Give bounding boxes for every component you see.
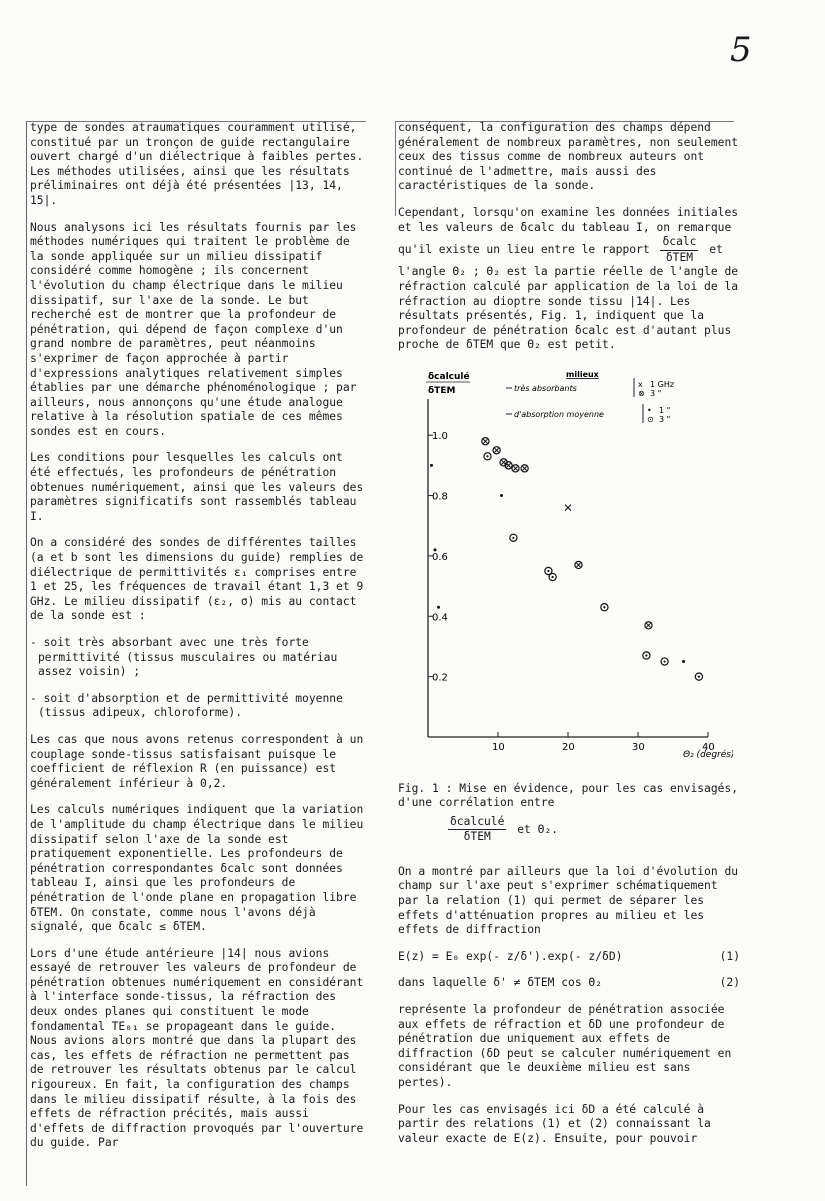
- equation-1: [398, 950, 740, 965]
- marker-cross: [577, 563, 581, 567]
- data-point-circle-x: [521, 465, 528, 472]
- y-tick-label: 0.8: [432, 491, 448, 503]
- data-point-x: [565, 505, 571, 511]
- paragraph: On a montré par ailleurs que la loi d'évolution du champ sur l'axe peut s'exprimer schématiquement par la relation (1) qui permet de séparer les effets d'atténuation propres au milieu et les effets de diffraction: [398, 864, 739, 937]
- marker-center: [512, 537, 514, 539]
- equation-2: [398, 976, 740, 991]
- paragraph-text: Cependant, lorsqu'on examine les données initiales et les valeurs de δcalc du tableau I, on remarque qu'il existe un lieu entre le rapport: [398, 205, 739, 257]
- data-point-dot: [434, 548, 437, 551]
- paragraph: type de sondes atraumatiques couramment utilisé, constitué par un tronçon de guide rectangulaire ouvert chargé d'un diélectrique à faibles pertes. Les méthodes utilisées, ainsi que les résultats préliminaires ont déjà été présentées |13, 14, 15|.: [30, 121, 364, 207]
- paragraph: représente la profondeur de pénétration associée aux effets de réfraction et δD une profondeur de pénétration due uniquement aux effets de diffraction (δD peut se calculer numériquement en considérant que le deuxième milieu est sans pertes).: [398, 1003, 732, 1089]
- chart-marks: [430, 438, 703, 681]
- paragraph: conséquent, la configuration des champs dépend généralement de nombreux paramètres, non seulement ceux des tissus comme de nombreux auteurs ont continué de l'admettre, mais aussi des caractéristiques de la sonde.: [398, 121, 739, 193]
- paragraph: Lors d'une étude antérieure |14| nous avions essayé de retrouver les valeurs de profondeur de pénétration obtenues numériquement en considérant à l'interface sonde-tissus, la réfraction des deux ondes planes qui constituent le mode fondamental TE₀₁ se propageant dans le guide. Nous avions alors montré que dans la plupart des cas, les effets de réfraction ne permettent pas de retrouver les résultats obtenus par le calcul rigoureux. En fait, la configuration des champs dans le milieu dissipatif résulte, à la fois des effets de réfraction précités, mais aussi d'effets de diffraction provoqués par l'ouverture du guide. Par: [30, 946, 364, 1150]
- legend-title: milieux: [566, 369, 599, 379]
- marker-cross: [523, 466, 527, 470]
- paragraph: Nous analysons ici les résultats fournis par les méthodes numériques qui traitent le problème de la sonde appliquée sur un milieu dissipatif considéré comme homogène ; ils concernent l'évolution du champ électrique dans le milieu dissipatif, sur l'axe de la sonde. Le but recherché est de montrer que la profondeur de pénétration, qui dépend de façon complexe d'un grand nombre de paramètres, peut néanmoins s'exprimer de façon approchée à partir d'expressions analytiques relativement simples établies par une démarche phénoménologique ; par ailleurs, nous annonçons qu'une étude analogue relative à la résolution spatiale de ces mêmes sondes est en cours.: [30, 220, 357, 438]
- legend-marker: ⊙: [647, 414, 654, 424]
- x-tick-label: 40: [702, 741, 715, 753]
- data-point-circle-x: [512, 465, 519, 472]
- x-axis-label: Θ₂ (degrés): [683, 749, 733, 760]
- marker-cross: [647, 623, 651, 627]
- equation-2-number: (2): [719, 976, 740, 990]
- data-point-dot: [500, 494, 503, 497]
- data-point-circle-dot: [695, 673, 702, 680]
- marker-center: [552, 576, 554, 578]
- data-point-circle-x: [575, 561, 582, 568]
- y-tick-label: 0.6: [432, 551, 448, 563]
- x-tick-label: 10: [492, 741, 505, 753]
- paragraph: [398, 206, 740, 353]
- y-tick-label: 0.4: [432, 612, 448, 624]
- legend-marker: •: [647, 405, 652, 415]
- paragraph: Pour les cas envisagés ici δD a été calculé à partir des relations (1) et (2) connaissant la valeur exacte de E(z). Ensuite, pour pouvoir: [398, 1102, 711, 1145]
- legend-frequency: 3 ": [650, 388, 662, 398]
- paragraph: On a considéré des sondes de différentes tailles (a et b sont les dimensions du guide) remplies de diélectrique de permittivités ε₁ comprises entre 1 et 25, les fréquences de travail étant 1,3 et 9 GHz. Le milieu dissipatif (ε₂, σ) mis au contact de la sonde est :: [30, 536, 364, 623]
- chart-legend: [506, 370, 674, 424]
- equation-2-body: dans laquelle δ' ≠ δTEM cos Θ₂: [398, 976, 603, 990]
- ratio-denominator: δTEM: [665, 250, 694, 264]
- data-point-dot: [430, 464, 433, 467]
- marker-center: [547, 570, 549, 572]
- caption-text: Fig. 1 : Mise en évidence, pour les cas envisagés, d'une corrélation entre: [398, 781, 739, 810]
- caption-fraction: [448, 815, 506, 845]
- data-point-circle-dot: [510, 534, 517, 541]
- paragraph: Les calculs numériques indiquent que la variation de l'amplitude du champ électrique dans le milieu dissipatif selon l'axe de la sonde est pratiquement exponentielle. Les profondeurs de pénétration correspondantes δcalc sont données tableau I, ainsi que les profondeurs de pénétration de l'onde plane en propagation libre δTEM. On constate, comme nous l'avons déjà signalé, que δcalc ≤ δTEM.: [30, 803, 364, 934]
- column-rule-left: [26, 121, 27, 1186]
- equation-1-body: E(z) = E₀ exp(- z/δ').exp(- z/δD): [398, 949, 623, 963]
- data-point-circle-dot: [484, 453, 491, 460]
- legend-frequency: 1 GHz: [650, 379, 675, 389]
- y-axis-label-numerator: δcalculé: [428, 371, 470, 382]
- marker-center: [664, 660, 666, 662]
- marker-center: [645, 654, 647, 656]
- x-tick-label: 30: [632, 741, 645, 753]
- list-item: - soit très absorbant avec une très forte permittivité (tissus musculaires ou matériau assez voisin) ;: [30, 636, 338, 679]
- legend-label: d'absorption moyenne: [514, 409, 604, 419]
- data-point-dot: [437, 606, 440, 609]
- y-tick-label: 1.0: [432, 431, 448, 443]
- legend-marker: x: [638, 379, 643, 389]
- data-point-circle-x: [482, 438, 489, 445]
- scatter-chart: [398, 365, 733, 765]
- equation-1-number: (1): [719, 949, 740, 963]
- data-point-circle-x: [493, 447, 500, 454]
- marker-center: [698, 675, 700, 677]
- chart-axes: [428, 399, 708, 737]
- y-axis-label-denominator: δTEM: [428, 385, 456, 396]
- data-point-circle-dot: [643, 652, 650, 659]
- legend-label: très absorbants: [514, 383, 577, 393]
- y-tick-label: 0.2: [432, 672, 448, 684]
- data-point-circle-dot: [549, 573, 556, 580]
- data-point-circle-dot: [661, 658, 668, 665]
- caption-tail: et Θ₂.: [517, 822, 559, 836]
- legend-marker: ⊗: [638, 388, 645, 398]
- data-point-circle-x: [645, 622, 652, 629]
- marker-cross: [507, 463, 511, 467]
- data-point-dot: [682, 660, 685, 663]
- marker-cross: [514, 466, 518, 470]
- paragraph-text: et l'angle Θ₂ ; Θ₂ est la partie réelle de l'angle de réfraction calculé par application de la loi de la réfraction au dioptre sonde tissu |14|. Les résultats présentés, Fig. 1, indiquent que la profondeur de pénétration δcalc est d'autant plus proche de δTEM que Θ₂ est petit.: [398, 243, 739, 352]
- right-column: [398, 121, 740, 1158]
- marker-center: [486, 455, 488, 457]
- ratio-numerator: δcalc: [660, 235, 698, 251]
- list-item: - soit d'absorption et de permittivité moyenne (tissus adipeux, chloroforme).: [30, 691, 343, 720]
- marker-cross: [483, 439, 487, 443]
- caption-denominator: δTEM: [463, 830, 491, 844]
- figure-caption: [398, 782, 740, 845]
- data-point-circle-dot: [601, 604, 608, 611]
- x-tick-label: 20: [562, 741, 575, 753]
- paragraph: Les cas que nous avons retenus correspondent à un couplage sonde-tissus satisfaisant puisque le coefficient de réflexion R (en puissance) est généralement inférieur à 0,2.: [30, 732, 364, 790]
- column-rule-right: [395, 121, 396, 216]
- ratio-fraction: [660, 235, 698, 265]
- marker-center: [603, 606, 605, 608]
- legend-frequency: 1 ": [659, 405, 671, 415]
- caption-numerator: δcalculé: [448, 815, 506, 831]
- paragraph: Les conditions pour lesquelles les calculs ont été effectués, les profondeurs de pénétration obtenues numériquement, ainsi que les valeurs des paramètres significatifs sont rassemblés tableau I.: [30, 451, 364, 523]
- left-column: [30, 121, 365, 1163]
- marker-cross: [495, 448, 499, 452]
- page-number: 5: [730, 30, 752, 70]
- legend-frequency: 3 ": [659, 414, 671, 424]
- chart-ticks: [428, 431, 715, 753]
- figure-1: [398, 365, 740, 770]
